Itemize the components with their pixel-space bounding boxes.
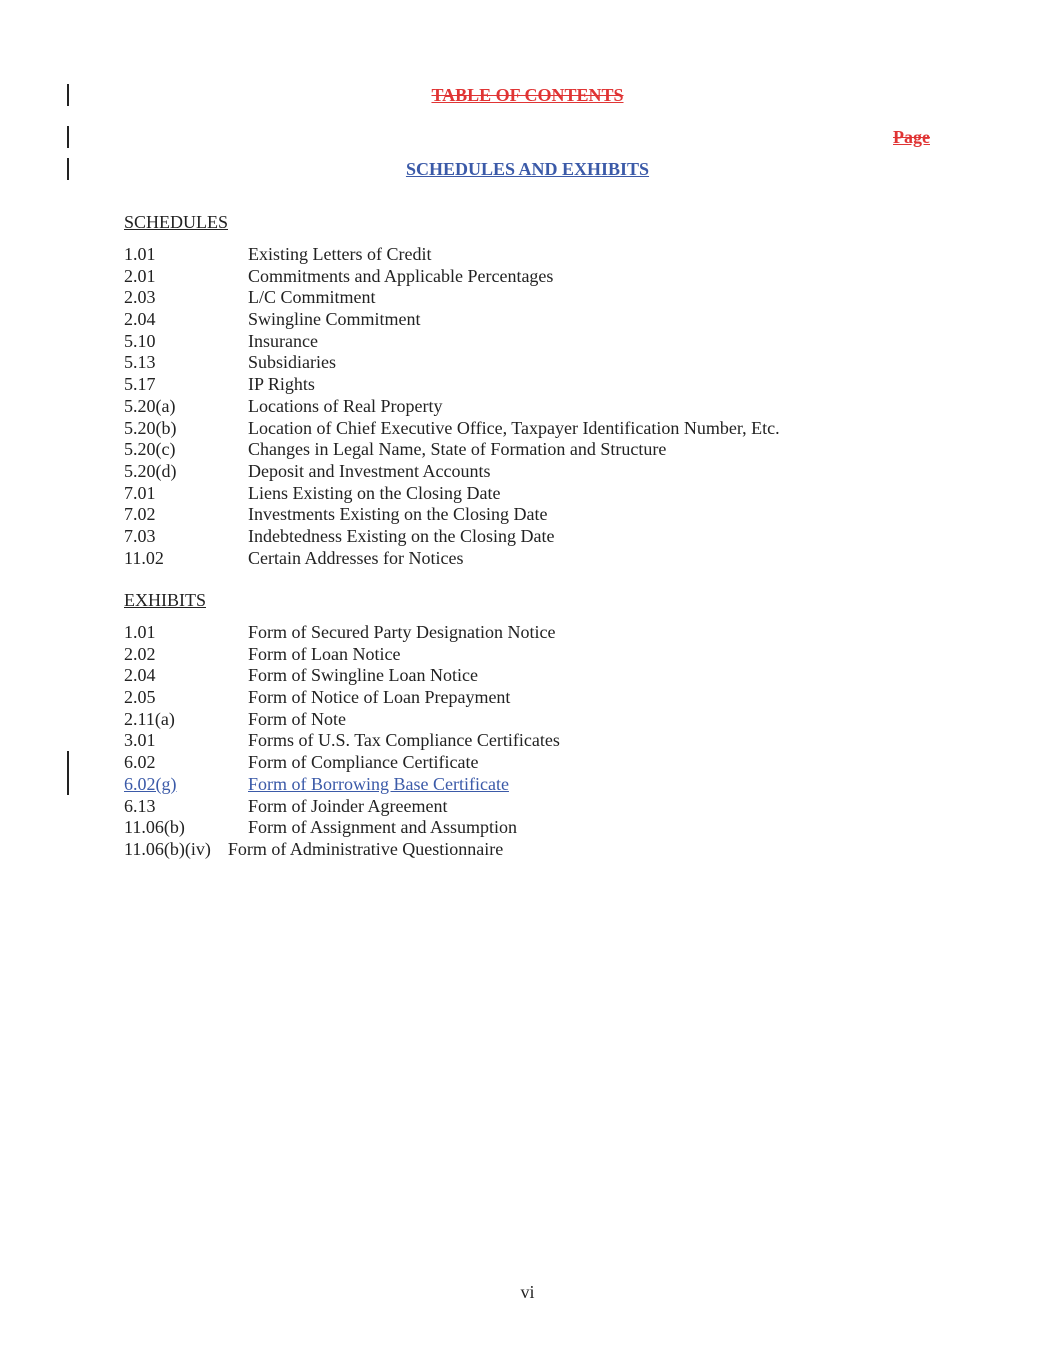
list-item — [124, 396, 780, 418]
list-item — [124, 418, 780, 440]
item-number: 5.20(a) — [124, 395, 176, 416]
item-title: Form of Borrowing Base Certificate — [248, 773, 509, 794]
item-number: 5.20(c) — [124, 439, 176, 460]
item-title: Investments Existing on the Closing Date — [248, 504, 548, 525]
item-number: 5.20(b) — [124, 417, 177, 438]
deleted-page-label: Page — [893, 127, 930, 147]
list-item — [124, 526, 780, 548]
list-item — [124, 796, 560, 818]
list-item — [124, 817, 560, 839]
item-number: 2.02 — [124, 643, 156, 664]
item-title: Form of Loan Notice — [248, 643, 401, 664]
list-item-inserted — [124, 774, 560, 796]
list-item — [124, 439, 780, 461]
list-item — [124, 287, 780, 309]
item-number: 2.04 — [124, 309, 156, 330]
item-number: 11.02 — [124, 547, 164, 568]
item-number: 5.17 — [124, 374, 156, 395]
item-title: Certain Addresses for Notices — [248, 547, 464, 568]
item-title: Form of Note — [248, 708, 346, 729]
item-number: 3.01 — [124, 730, 156, 751]
item-title: Subsidiaries — [248, 352, 336, 373]
item-title: Form of Notice of Loan Prepayment — [248, 687, 511, 708]
item-number: 2.01 — [124, 265, 156, 286]
item-number: 7.03 — [124, 525, 156, 546]
change-bar — [67, 751, 69, 795]
item-title: L/C Commitment — [248, 287, 376, 308]
item-title: Form of Assignment and Assumption — [248, 817, 518, 838]
list-item — [124, 504, 780, 526]
item-title: Insurance — [248, 330, 318, 351]
list-item — [124, 266, 780, 288]
item-number: 6.02(g) — [124, 773, 177, 794]
change-bar — [67, 126, 69, 148]
schedules-list — [124, 244, 780, 569]
item-title: Liens Existing on the Closing Date — [248, 482, 501, 503]
list-item — [124, 644, 560, 666]
list-item — [124, 839, 560, 861]
item-number: 6.13 — [124, 795, 156, 816]
list-item — [124, 374, 780, 396]
item-title: Locations of Real Property — [248, 395, 443, 416]
list-item — [124, 687, 560, 709]
item-title: Commitments and Applicable Percentages — [248, 265, 554, 286]
item-number: 5.10 — [124, 330, 156, 351]
item-title: Form of Joinder Agreement — [248, 795, 448, 816]
item-number: 1.01 — [124, 622, 156, 642]
item-number: 2.04 — [124, 665, 156, 686]
item-number: 2.11(a) — [124, 708, 175, 729]
item-number: 2.03 — [124, 287, 156, 308]
item-number: 11.06(b)(iv) — [124, 838, 211, 859]
deleted-title: TABLE OF CONTENTS — [431, 85, 624, 105]
exhibits-heading: EXHIBITS — [124, 590, 206, 610]
item-title: Location of Chief Executive Office, Taxpayer Identification Number, Etc. — [248, 417, 780, 438]
item-title: Form of Swingline Loan Notice — [248, 665, 478, 686]
schedules-heading: SCHEDULES — [124, 212, 229, 232]
item-number: 1.01 — [124, 244, 156, 264]
list-item — [124, 730, 560, 752]
list-item — [124, 352, 780, 374]
item-number: 7.02 — [124, 504, 156, 525]
list-item — [124, 244, 780, 266]
item-title: Form of Secured Party Designation Notice — [248, 622, 556, 642]
item-number: 5.13 — [124, 352, 156, 373]
page-number: vi — [520, 1282, 535, 1302]
inserted-title: SCHEDULES AND EXHIBITS — [405, 159, 650, 179]
list-item — [124, 665, 560, 687]
item-number: 11.06(b) — [124, 817, 185, 838]
item-number: 6.02 — [124, 752, 156, 773]
item-title: IP Rights — [248, 374, 315, 395]
list-item — [124, 309, 780, 331]
item-title: Form of Administrative Questionnaire — [227, 838, 504, 859]
item-title: Form of Compliance Certificate — [248, 752, 479, 773]
item-title: Existing Letters of Credit — [248, 244, 432, 264]
list-item — [124, 483, 780, 505]
item-title: Forms of U.S. Tax Compliance Certificates — [248, 730, 560, 751]
list-item — [124, 548, 780, 570]
list-item — [124, 752, 560, 774]
item-title: Changes in Legal Name, State of Formation and Structure — [248, 439, 667, 460]
item-title: Deposit and Investment Accounts — [248, 460, 491, 481]
item-title: Indebtedness Existing on the Closing Date — [248, 525, 555, 546]
item-title: Swingline Commitment — [248, 309, 421, 330]
list-item — [124, 331, 780, 353]
list-item — [124, 622, 560, 644]
exhibits-list — [124, 622, 560, 861]
list-item — [124, 461, 780, 483]
list-item — [124, 709, 560, 731]
item-number: 2.05 — [124, 687, 156, 708]
item-number: 7.01 — [124, 482, 156, 503]
item-number: 5.20(d) — [124, 460, 177, 481]
